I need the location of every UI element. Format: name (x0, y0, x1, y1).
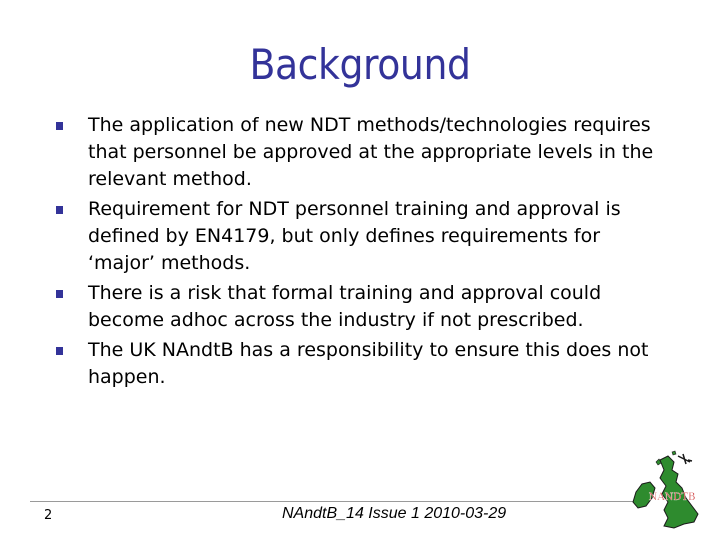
bullet-item (56, 337, 656, 391)
page-number: 2 (44, 508, 53, 523)
square-bullet-icon (56, 122, 63, 130)
uk-map-logo-icon (628, 448, 712, 534)
bullet-item (56, 280, 656, 334)
footer-divider (30, 501, 640, 502)
bullet-text: The UK NAndtB has a responsibility to ensure this does not happen. (88, 339, 649, 388)
bullet-text: The application of new NDT methods/technologies requires that personnel be approved at the appropriate levels in the relevant method. (88, 114, 654, 190)
bullet-item (56, 112, 656, 193)
bullet-item (56, 196, 656, 277)
footer-text: NAndtB_14 Issue 1 2010-03-29 (282, 505, 507, 522)
square-bullet-icon (56, 290, 63, 298)
square-bullet-icon (56, 347, 63, 355)
bullet-text: There is a risk that formal training and approval could become adhoc across the industry if not prescribed. (88, 282, 602, 331)
logo-text: NANDTB (648, 492, 696, 503)
slide-title: Background (249, 40, 471, 89)
bullet-text: Requirement for NDT personnel training and approval is defined by EN4179, but only defines requirements for ‘major’ methods. (88, 198, 621, 274)
square-bullet-icon (56, 206, 63, 214)
bullet-list (56, 112, 656, 391)
